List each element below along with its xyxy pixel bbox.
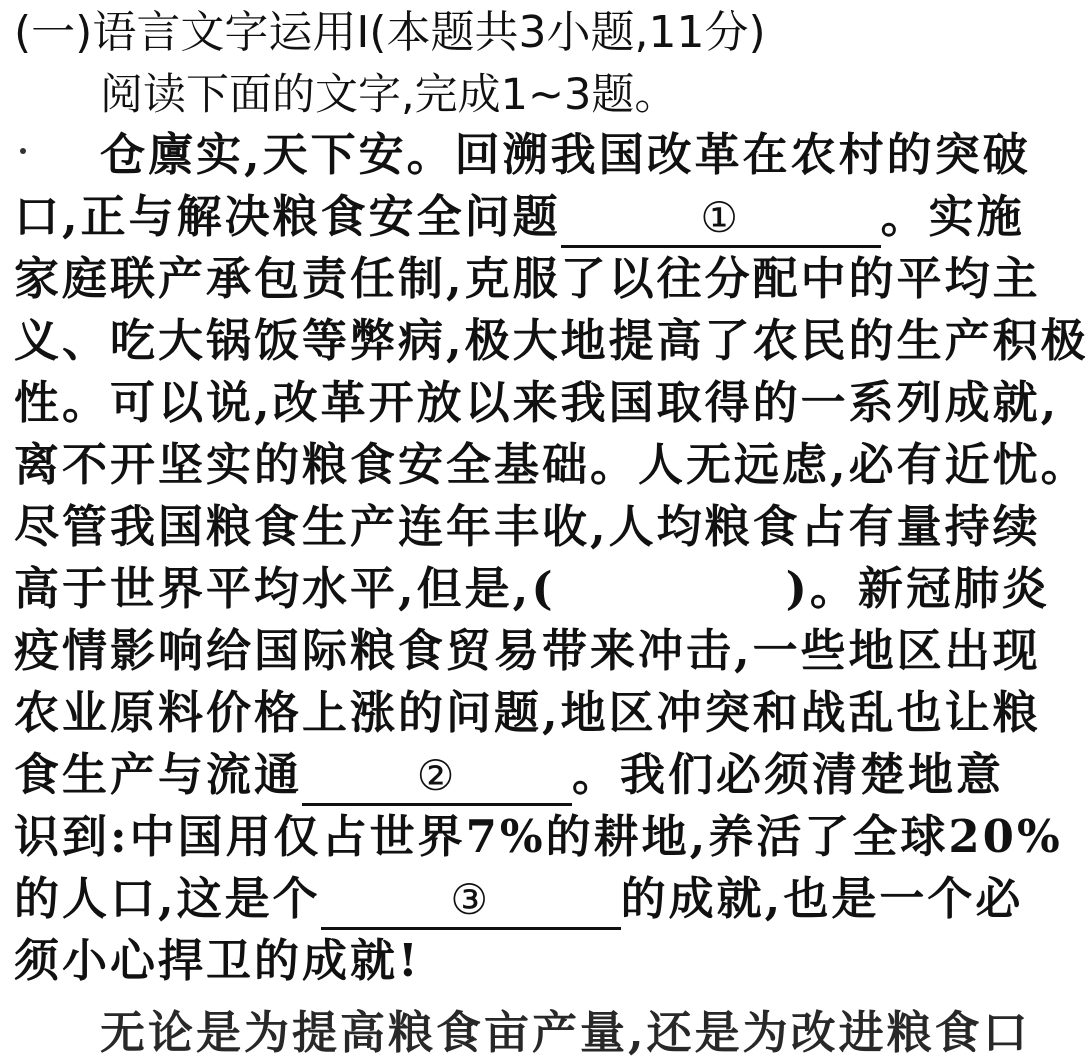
passage-line-14: 须小心捍卫的成就!: [14, 934, 421, 987]
passage-line-10: 农业原料价格上涨的问题,地区冲突和战乱也让粮: [14, 686, 1041, 739]
passage-line-13: [14, 868, 1024, 930]
passage-line-5: 性。可以说,改革开放以来我国取得的一系列成就,: [14, 376, 1060, 429]
speck-mark: [20, 148, 26, 154]
passage-line-4: 义、吃大锅饭等弊病,极大地提高了农民的生产积极: [14, 314, 1089, 367]
passage-text: 的人口,这是个: [14, 872, 321, 925]
blank-1: ①: [561, 193, 881, 248]
passage-text: 高于世界平均水平,但是,(: [14, 562, 556, 615]
passage-line-11: [14, 744, 1005, 806]
instructions: 阅读下面的文字,完成1~3题。: [100, 70, 678, 120]
passage-line-3: 家庭联产承包责任制,克服了以往分配中的平均主: [14, 252, 1041, 305]
passage-text: 的成就,也是一个必: [620, 872, 1024, 925]
passage-text: 。我们必须清楚地意: [572, 748, 1005, 801]
passage-line-15-partial: 无论是为提高粮食亩产量,还是为改进粮食口: [100, 1006, 1031, 1059]
passage-text: 口,正与解决粮食安全问题: [14, 190, 561, 243]
passage-line-8: [14, 558, 1050, 620]
passage-line-12: 识到:中国用仅占世界7%的耕地,养活了全球20%: [14, 810, 1063, 863]
passage-text: 。实施: [880, 190, 1025, 243]
passage-text: 食生产与流通: [14, 748, 303, 801]
passage-line-6: 离不开坚实的粮食安全基础。人无远虑,必有近忧。: [14, 438, 1089, 491]
passage-line-1: 仓廪实,天下安。回溯我国改革在农村的突破: [100, 128, 1031, 181]
passage-line-7: 尽管我国粮食生产连年丰收,人均粮食占有量持续: [14, 500, 1041, 553]
passage-line-2: [14, 186, 1025, 248]
blank-3: ③: [321, 875, 621, 930]
passage-text: )。新冠肺炎: [785, 562, 1050, 615]
passage-line-9: 疫情影响给国际粮食贸易带来冲击,一些地区出现: [14, 624, 1041, 677]
section-heading: (一)语言文字运用Ⅰ(本题共3小题,11分): [14, 7, 766, 58]
blank-2: ②: [302, 751, 572, 806]
